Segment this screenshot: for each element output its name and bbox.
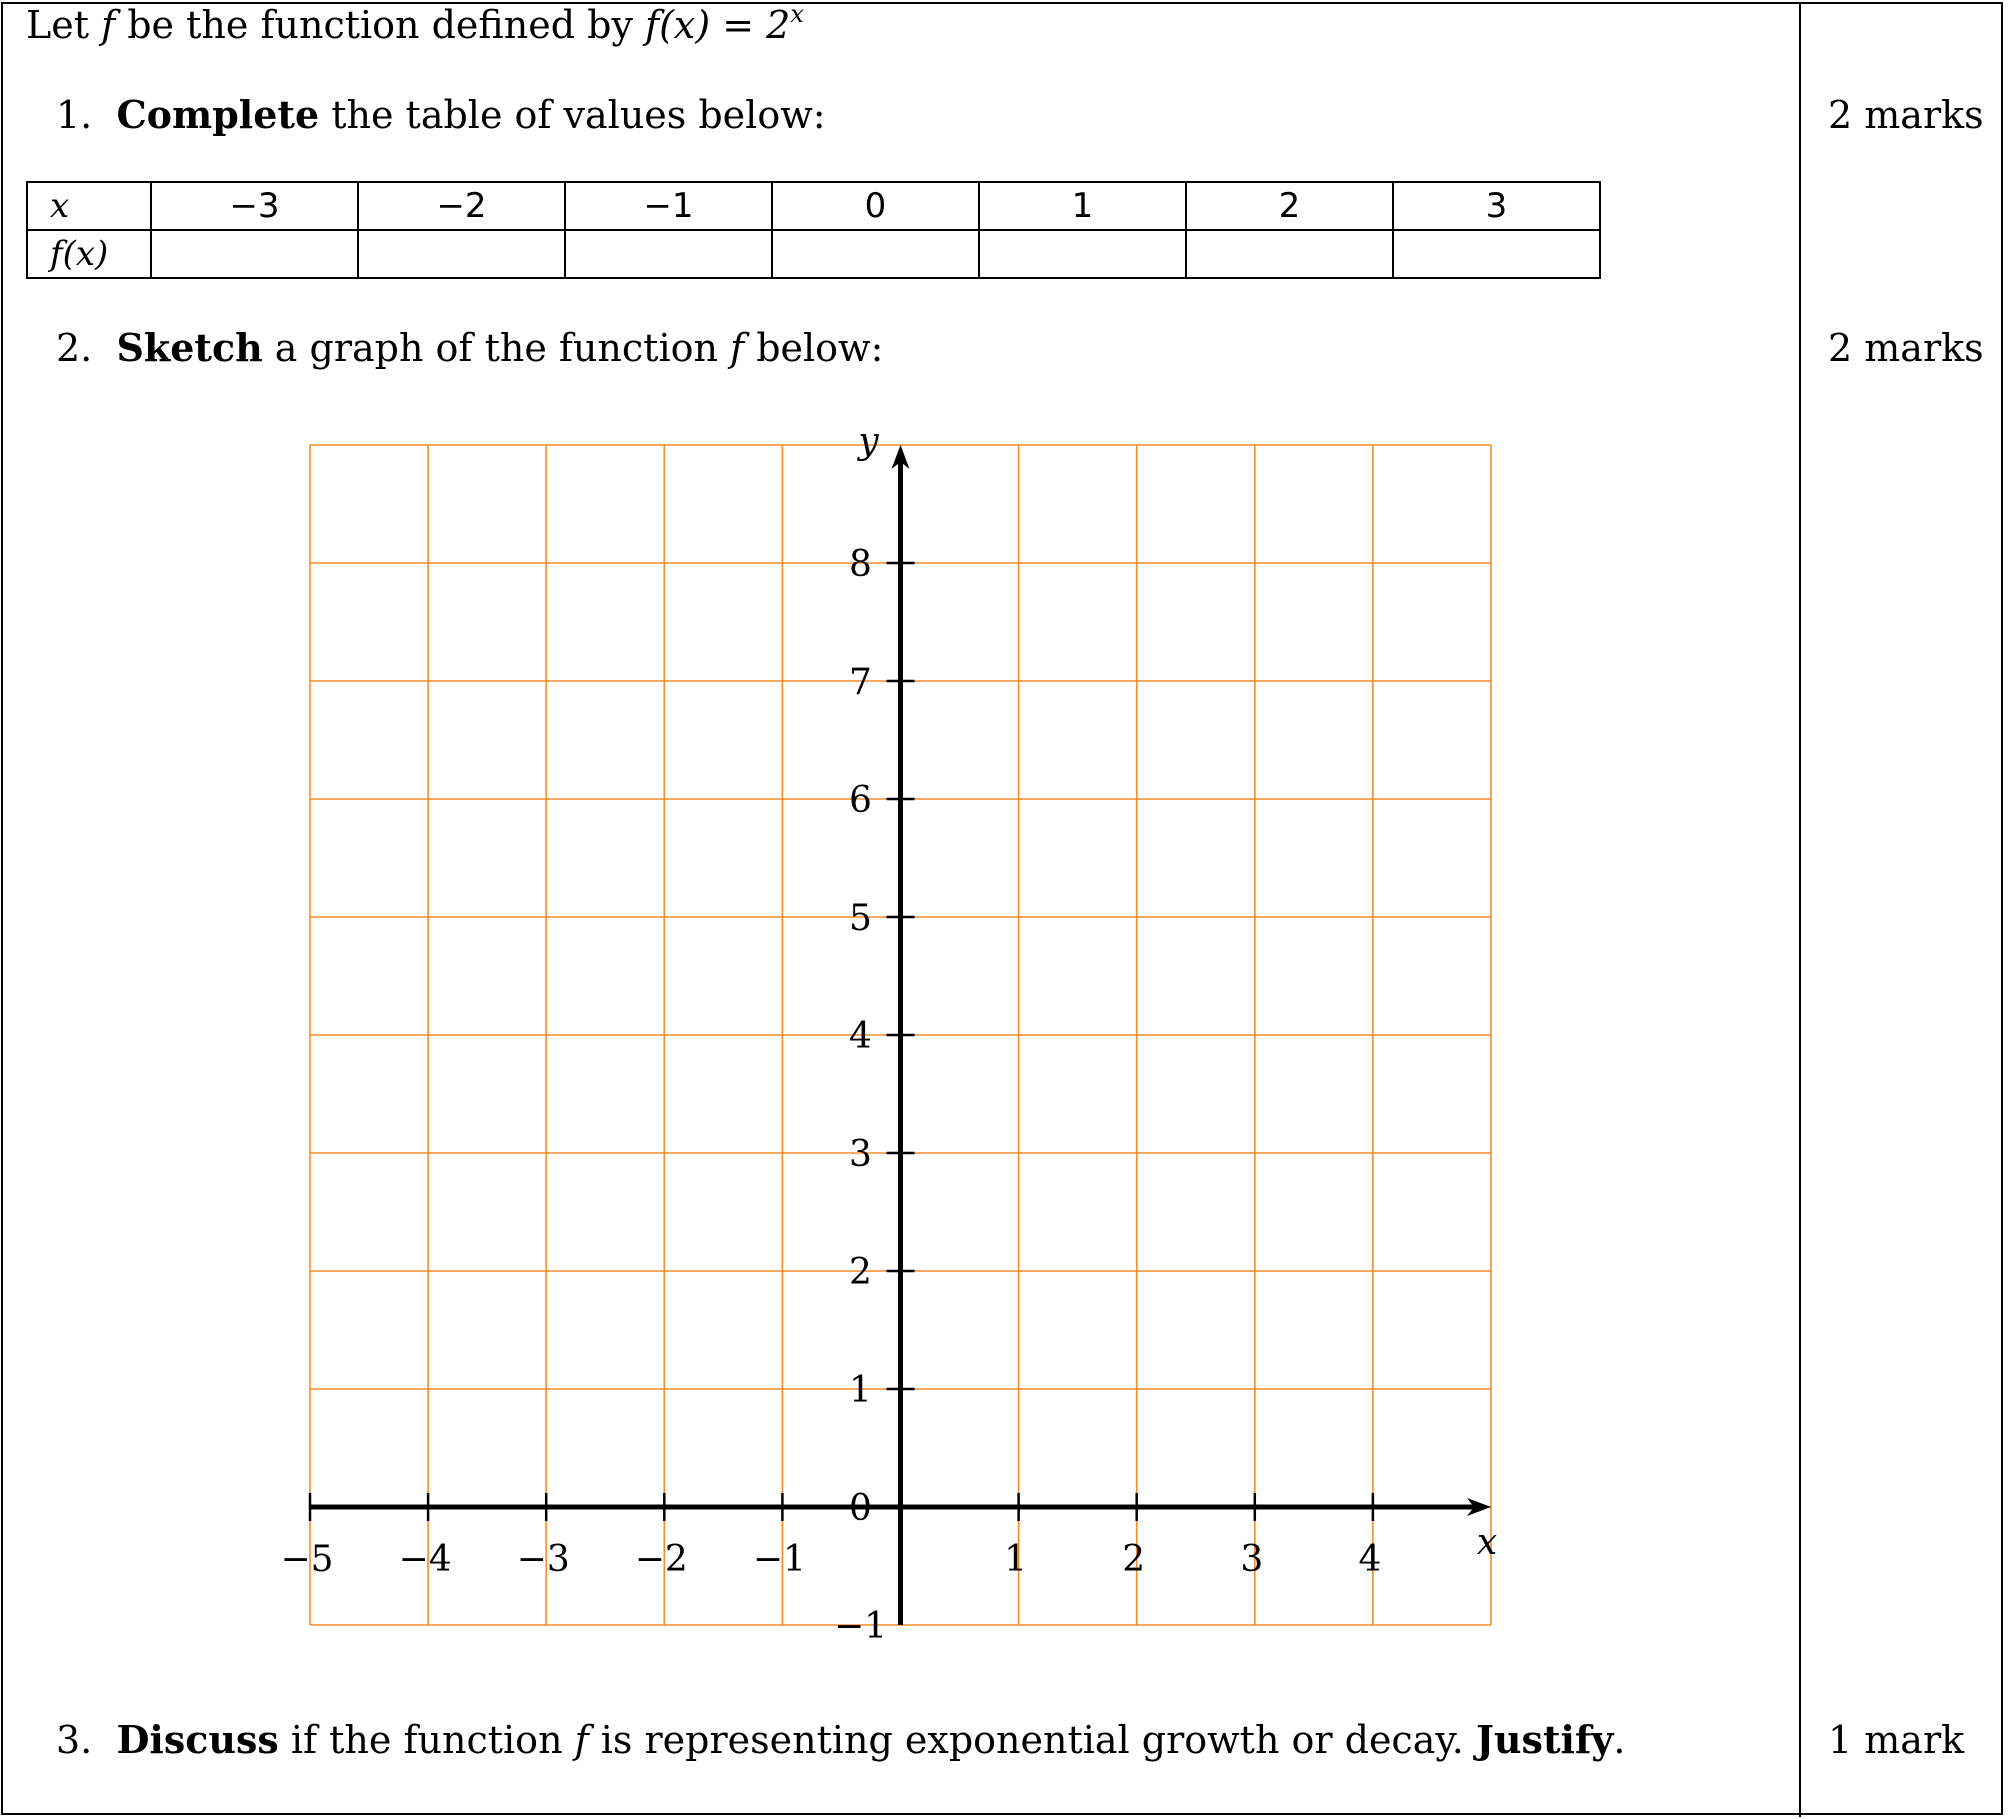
q3-number: 3. [56,1718,93,1762]
x-value-cell: −1 [565,182,772,230]
q3-text-after: . [1613,1718,1626,1762]
q1-marks: 2 marks [1828,93,1984,137]
y-tick-label: 8 [849,544,872,585]
row-label-x: x [27,182,151,230]
question-3 [56,1718,1625,1762]
x-value-cell: 3 [1393,182,1600,230]
q2-number: 2. [56,326,93,370]
x-tick-label: −5 [280,1539,334,1580]
x-tick-label: −3 [516,1539,570,1580]
x-value-cell: 2 [1186,182,1393,230]
y-tick-label: 3 [849,1134,872,1175]
x-tick-label: −4 [398,1539,452,1580]
q2-verb: Sketch [116,325,263,370]
y-tick-label: 6 [849,780,872,821]
q3-verb: Discuss [116,1717,279,1762]
function-exponent: x [790,0,804,28]
x-tick-label: 2 [1122,1539,1146,1580]
y-axis-label: y [858,421,879,462]
x-value-cell: 0 [772,182,979,230]
y-tick-label: 5 [849,898,872,939]
q2-marks: 2 marks [1828,326,1984,370]
row-label-fx: f(x) [27,230,151,278]
y-tick-label: 2 [849,1252,872,1293]
q3-var-f: f [574,1718,589,1762]
q1-text: the table of values below: [319,93,826,137]
x-tick-label: 3 [1240,1539,1264,1580]
y-tick-label: −1 [833,1606,888,1647]
q1-number: 1. [56,93,93,137]
q2-var-f: f [730,326,745,370]
x-value-cell: −3 [151,182,358,230]
y-tick-label: 0 [849,1488,872,1529]
q3-marks: 1 mark [1828,1718,1965,1762]
y-tick-label: 4 [849,1016,872,1057]
q3-text: if the function [278,1718,575,1762]
x-tick-label: 1 [1004,1539,1028,1580]
intro-text-middle: be the function defined by [115,3,645,47]
q3-text-middle: is representing exponential growth or decay. [588,1718,1476,1762]
x-value-cell: 1 [979,182,1186,230]
x-axis-label: x [1476,1522,1498,1563]
q2-text: a graph of the function [262,326,731,370]
x-tick-label: −1 [752,1539,806,1580]
y-tick-label: 7 [849,662,872,703]
function-definition: f(x) = 2 [645,3,791,47]
x-value-cell: −2 [358,182,565,230]
y-tick-label: 1 [849,1370,872,1411]
x-tick-label: 4 [1358,1539,1382,1580]
intro-var-f: f [101,3,116,47]
intro-text: Let [26,3,102,47]
q1-verb: Complete [116,92,320,137]
q3-verb-justify: Justify [1475,1717,1614,1762]
q2-text-after: below: [744,326,884,370]
x-tick-label: −2 [634,1539,688,1580]
tick-marks [310,563,1373,1521]
